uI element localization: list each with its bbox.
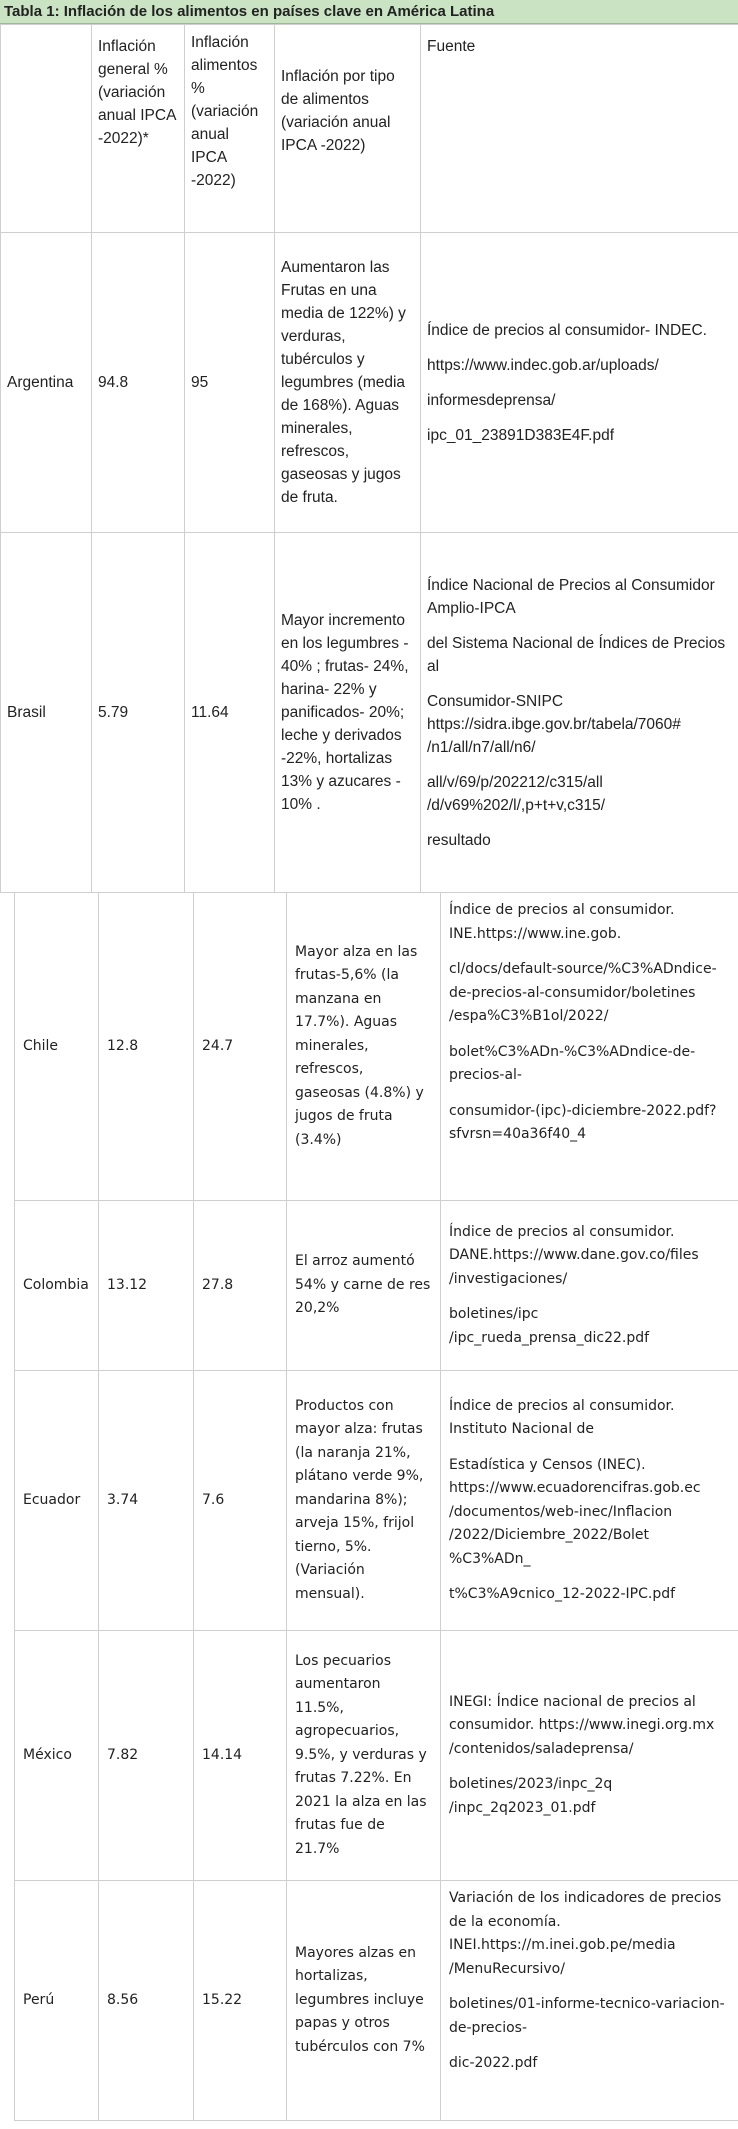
source-link[interactable]: boletines/01-informe-tecnico-variacion-de-precios-: [449, 1996, 725, 2036]
food-type-cell: El arroz aumentó 54% y carne de res 20,2%: [287, 1201, 441, 1371]
source-link[interactable]: boletines/2023/inpc_2q /inpc_2q2023_01.pdf: [449, 1776, 613, 1816]
general-inflation-cell: 7.82: [99, 1631, 194, 1881]
food-type-cell: Productos con mayor alza: frutas (la naranja 21%, plátano verde 9%, mandarina 8%); arveja 15%, frijol tierno, 5%. (Variación mensual).: [287, 1371, 441, 1631]
general-inflation-cell: 8.56: [99, 1881, 194, 2121]
food-type-cell: Mayor incremento en los legumbres - 40% ; frutas- 24%, harina- 22% y panificados- 20%; leche y derivados -22%, hortalizas 13% y azucares - 10% .: [275, 533, 421, 893]
general-inflation-cell: 3.74: [99, 1371, 194, 1631]
country-cell: Chile: [15, 893, 99, 1201]
inflation-table-part-2: [14, 892, 738, 2121]
food-type-cell: Mayores alzas en hortalizas, legumbres incluye papas y otros tubérculos con 7%: [287, 1881, 441, 2121]
header-food-inflation: Inflación alimentos % (variación anual IPCA -2022): [185, 25, 275, 233]
general-inflation-cell: 13.12: [99, 1201, 194, 1371]
source-link[interactable]: Estadística y Censos (INEC). https://www.ecuadorencifras.gob.ec /documentos/web-inec/Inflacion /2022/Diciembre_2022/Bolet %C3%ADn_: [449, 1456, 701, 1567]
table-row: [15, 1201, 738, 1371]
general-inflation-cell: 94.8: [92, 233, 185, 533]
source-cell: [441, 1371, 738, 1631]
country-cell: Ecuador: [15, 1371, 99, 1631]
source-link[interactable]: all/v/69/p/202212/c315/all /d/v69%202/l/,p+t+v,c315/: [427, 773, 606, 814]
source-line: Variación de los indicadores de precios de la economía. INEI.https://m.inei.gob.pe/media /MenuRecursivo/: [449, 1890, 722, 1977]
food-inflation-cell: 27.8: [194, 1201, 287, 1371]
table-row: [1, 533, 738, 893]
food-inflation-cell: 95: [185, 233, 275, 533]
source-link[interactable]: https://www.indec.gob.ar/uploads/: [427, 356, 659, 374]
source-link[interactable]: bolet%C3%ADn-%C3%ADndice-de-precios-al-: [449, 1043, 696, 1083]
source-cell: [441, 1631, 738, 1881]
table-row: [15, 1881, 738, 2121]
source-link[interactable]: boletines/ipc /ipc_rueda_prensa_dic22.pdf: [449, 1306, 650, 1346]
source-link[interactable]: consumidor-(ipc)-diciembre-2022.pdf?sfvrsn=40a36f40_4: [449, 1102, 717, 1142]
source-link[interactable]: ipc_01_23891D383E4F.pdf: [427, 426, 615, 444]
source-link[interactable]: t%C3%A9cnico_12-2022-IPC.pdf: [449, 1586, 676, 1602]
food-inflation-cell: 7.6: [194, 1371, 287, 1631]
food-inflation-cell: 14.14: [194, 1631, 287, 1881]
source-cell: [421, 533, 738, 893]
source-cell: [421, 233, 738, 533]
source-line: Índice de precios al consumidor. Instituto Nacional de: [449, 1397, 675, 1437]
source-line: del Sistema Nacional de Índices de Precios al: [427, 634, 726, 675]
header-row: [1, 25, 738, 233]
header-general-inflation: Inflación general % (variación anual IPCA -2022)*: [92, 25, 185, 233]
source-cell: [441, 893, 738, 1201]
country-cell: Colombia: [15, 1201, 99, 1371]
source-link[interactable]: resultado: [427, 831, 491, 849]
food-type-cell: Los pecuarios aumentaron 11.5%, agropecuarios, 9.5%, y verduras y frutas 7.22%. En 2021 la alza en las frutas fue de 21.7%: [287, 1631, 441, 1881]
header-country: [1, 25, 92, 233]
source-cell: [441, 1201, 738, 1371]
source-line: Índice Nacional de Precios al Consumidor Amplio-IPCA: [427, 576, 715, 617]
general-inflation-cell: 12.8: [99, 893, 194, 1201]
source-link[interactable]: dic-2022.pdf: [449, 2055, 538, 2071]
table-row: [15, 893, 738, 1201]
food-type-cell: Mayor alza en las frutas-5,6% (la manzana en 17.7%). Aguas minerales, refrescos, gaseosas (4.8%) y jugos de fruta (3.4%): [287, 893, 441, 1201]
country-cell: Perú: [15, 1881, 99, 2121]
source-link[interactable]: cl/docs/default-source/%C3%ADndice-de-precios-al-consumidor/boletines /espa%C3%B1ol/2022/: [449, 961, 717, 1024]
source-line: Índice de precios al consumidor. INE.https://www.ine.gob.: [449, 902, 675, 942]
food-type-cell: Aumentaron las Frutas en una media de 122%) y verduras, tubérculos y legumbres (media de 168%). Aguas minerales, refrescos, gaseosas y jugos de fruta.: [275, 233, 421, 533]
general-inflation-cell: 5.79: [92, 533, 185, 893]
header-food-type-inflation: Inflación por tipo de alimentos (variación anual IPCA -2022): [275, 25, 421, 233]
source-line: INEGI: Índice nacional de precios al consumidor. https://www.inegi.org.mx /contenidos/saladeprensa/: [449, 1693, 715, 1757]
source-cell: [441, 1881, 738, 2121]
source-link[interactable]: informesdeprensa/: [427, 391, 556, 409]
country-cell: México: [15, 1631, 99, 1881]
country-cell: Brasil: [1, 533, 92, 893]
source-link[interactable]: Consumidor-SNIPC https://sidra.ibge.gov.br/tabela/7060# /n1/all/n7/all/n6/: [427, 692, 681, 756]
table-row: [15, 1631, 738, 1881]
source-line: Índice de precios al consumidor- INDEC.: [427, 321, 707, 339]
table-row: [1, 233, 738, 533]
inflation-table-part-1: [0, 24, 738, 893]
header-source: Fuente: [421, 25, 738, 233]
food-inflation-cell: 24.7: [194, 893, 287, 1201]
table-title: Tabla 1: Inflación de los alimentos en países clave en América Latina: [0, 0, 738, 24]
food-inflation-cell: 11.64: [185, 533, 275, 893]
source-line: Índice de precios al consumidor. DANE.https://www.dane.gov.co/files /investigaciones/: [449, 1223, 699, 1287]
country-cell: Argentina: [1, 233, 92, 533]
table-row: [15, 1371, 738, 1631]
food-inflation-cell: 15.22: [194, 1881, 287, 2121]
